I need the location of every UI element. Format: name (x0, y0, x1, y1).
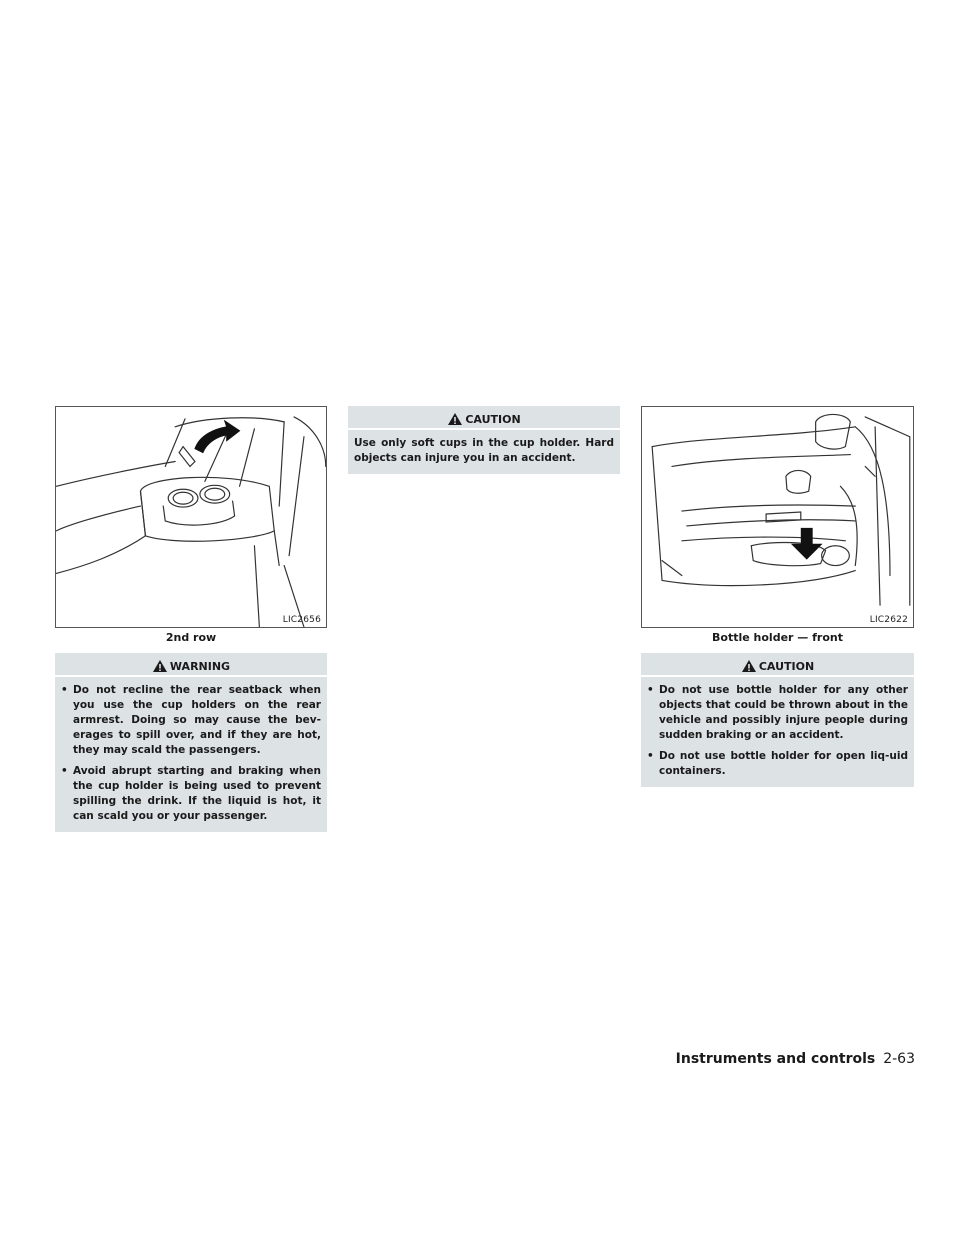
left-column (55, 406, 327, 832)
warning-header (55, 657, 327, 677)
caution-box (641, 653, 914, 787)
caution-header (641, 657, 914, 677)
rear-armrest-cup-holder-drawing (56, 407, 326, 627)
warning-box (55, 653, 327, 832)
page-number: 2-63 (883, 1051, 915, 1067)
caution-text: Use only soft cups in the cup holder. Hard objects can injure you in an accident. (354, 437, 614, 464)
figure-code: LIC2622 (869, 615, 908, 625)
caution-list (647, 683, 908, 779)
list-item: • Do not recline the rear seatback when you use the cup holders on the rear armrest. Doing so may cause the bev-erages to spill over, and if they are hot, they may scald the passengers. (61, 684, 321, 756)
section-title: Instruments and controls (675, 1051, 876, 1067)
figure-caption: 2nd row (165, 631, 217, 644)
bottle-holder-illustration (641, 406, 914, 628)
warning-triangle-icon (741, 659, 757, 673)
warning-triangle-icon (152, 659, 168, 673)
caution-box (348, 406, 620, 474)
figure-caption: Bottle holder — front (712, 631, 843, 644)
middle-column (348, 406, 620, 474)
bullet: • (61, 684, 68, 696)
bullet: • (61, 765, 68, 777)
warning-title: WARNING (169, 660, 231, 673)
caution-header (348, 410, 620, 430)
front-door-bottle-holder-drawing (642, 407, 913, 627)
caution-title: CAUTION (758, 660, 815, 673)
bullet: • (647, 684, 654, 696)
list-item: • Avoid abrupt starting and braking when the cup holder is being used to prevent spilling the drink. If the liquid is hot, it can scald you or your passenger. (61, 765, 321, 822)
list-item: • Do not use bottle holder for any other objects that could be thrown about in the vehicle and possibly injure people during sudden braking or an accident. (647, 684, 908, 741)
list-item: • Do not use bottle holder for open liq-uid containers. (647, 750, 908, 777)
warning-list (61, 683, 321, 824)
figure-code: LIC2656 (282, 615, 321, 625)
page-footer (676, 1051, 915, 1067)
bullet: • (647, 750, 654, 762)
right-column (641, 406, 914, 787)
caution-title: CAUTION (465, 413, 521, 426)
warning-triangle-icon (447, 412, 463, 426)
cup-holder-illustration (55, 406, 327, 628)
